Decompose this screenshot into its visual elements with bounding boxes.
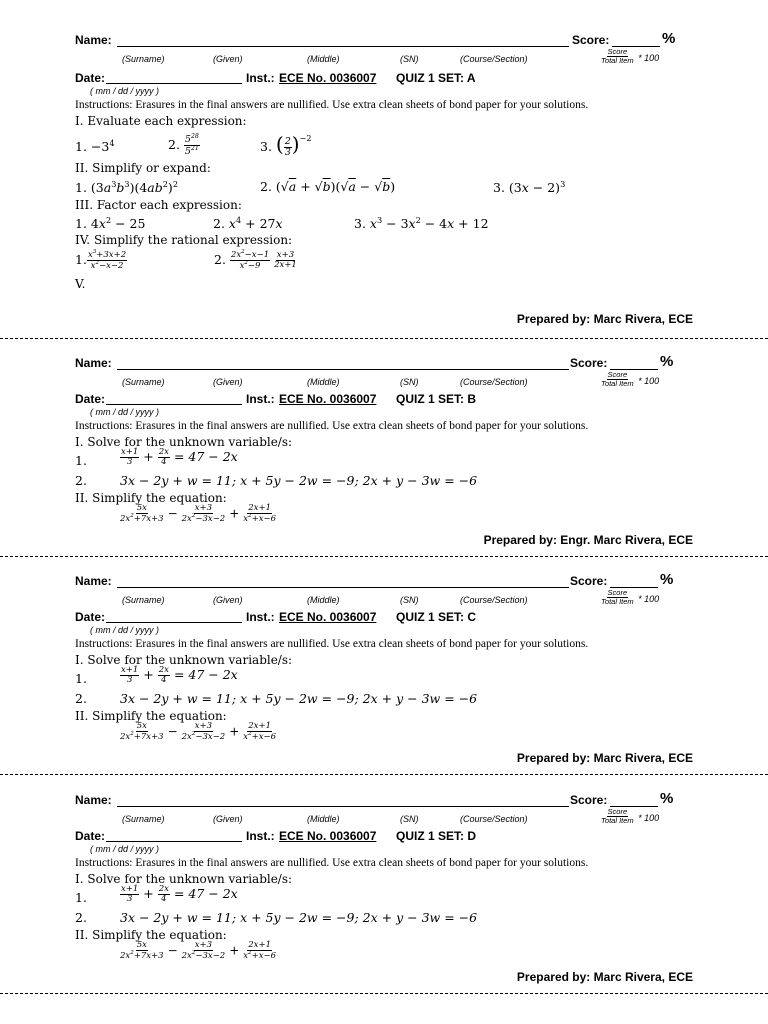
instructions: Instructions: Erasures in the final answers are nullified. Use extra clean sheets of bond paper for your solutions. [75, 638, 589, 650]
section-heading: II. Simplify the equation: [75, 709, 227, 723]
date-field-line[interactable] [106, 841, 242, 842]
score-label: Score: [570, 574, 608, 588]
eval-problem-3: 3. ( $\frac{2}{3}$ )$^{-2}$ [260, 132, 312, 158]
section-heading: I. Solve for the unknown variable/s: [75, 653, 293, 667]
date-field-line[interactable] [106, 83, 242, 84]
rational-equation: $\frac{5x}{2x^2+7x+3}$ − $\frac{x+3}{2x^2-3x-2}$ + $\frac{2x+1}{x^2+x-6}$ [120, 503, 277, 524]
given-caption: (Given) [213, 595, 243, 605]
sn-caption: (SN) [400, 377, 419, 387]
sn-caption: (SN) [400, 595, 419, 605]
surname-caption: (Surname) [122, 54, 165, 64]
middle-caption: (Middle) [307, 377, 340, 387]
score-formula: $\frac{\text{Score}}{\text{Total Item}}$ * 100 [601, 370, 660, 389]
quiz-set-d [0, 777, 768, 992]
inst-value: ECE No. 0036007 [279, 71, 377, 85]
date-format: ( mm / dd / yyyy ) [90, 86, 160, 96]
date-field-line[interactable] [106, 404, 242, 405]
given-caption: (Given) [213, 377, 243, 387]
date-field-line[interactable] [106, 622, 242, 623]
quiz-set-label: QUIZ 1 SET: C [396, 610, 477, 624]
name-label: Name: [75, 793, 112, 807]
percent-sign: % [660, 571, 674, 588]
prepared-by: Prepared by: Marc Rivera, ECE [516, 312, 693, 326]
section-heading: I. Solve for the unknown variable/s: [75, 872, 293, 886]
percent-sign: % [660, 353, 674, 370]
section-heading: V. [75, 277, 86, 291]
eval-problem-2: 2. $\frac{5^{28}}{5^{21}}$ [168, 133, 199, 158]
inst-value: ECE No. 0036007 [279, 392, 377, 406]
section-heading: III. Factor each expression: [75, 198, 242, 212]
cut-line [0, 556, 768, 557]
factor-problem-2: 2. $x^4 + 27x$ [213, 215, 283, 232]
surname-caption: (Surname) [122, 595, 165, 605]
name-label: Name: [75, 574, 112, 588]
rational-problem-1: 1. $\frac{x^3+3x+2}{x^2-x-2}$ [75, 249, 127, 271]
linear-equation: $\frac{x+1}{3}$ + $\frac{2x}{4}$ = 47 − 2x [121, 884, 238, 904]
inst-label: Inst.: [246, 610, 275, 624]
score-formula: $\frac{\text{Score}}{\text{Total Item}}$ * 100 [601, 588, 660, 607]
given-caption: (Given) [213, 814, 243, 824]
course-caption: (Course/Section) [460, 54, 528, 64]
middle-caption: (Middle) [307, 814, 340, 824]
rational-problem-2: 2. $\frac{2x^2-x-1}{x^2-9}$ $\frac{x+3}{2x+1}$ [214, 249, 297, 271]
factor-problem-1: 1. $4x^2 - 25$ [75, 215, 146, 232]
date-format: ( mm / dd / yyyy ) [90, 844, 160, 854]
score-formula: $\frac{\text{Score}}{\text{Total Item}}$ * 100 [601, 47, 660, 66]
given-caption: (Given) [213, 54, 243, 64]
name-field-line[interactable] [117, 587, 569, 588]
prepared-by: Prepared by: Engr. Marc Rivera, ECE [483, 533, 693, 547]
surname-caption: (Surname) [122, 814, 165, 824]
rational-equation: $\frac{5x}{2x^2+7x+3}$ − $\frac{x+3}{2x^2-3x-2}$ + $\frac{2x+1}{x^2+x-6}$ [120, 721, 277, 742]
simplify-problem-1: 1. $(3a^3b^3)(4ab^2)^2$ [75, 179, 178, 196]
factor-problem-3: 3. $x^3 - 3x^2 - 4x + 12$ [354, 215, 489, 232]
quiz-set-label: QUIZ 1 SET: B [396, 392, 477, 406]
system-of-equations: 3x − 2y + w = 11; x + 5y − 2w = −9; 2x + y − 3w = −6 [120, 691, 478, 706]
surname-caption: (Surname) [122, 377, 165, 387]
inst-label: Inst.: [246, 829, 275, 843]
date-format: ( mm / dd / yyyy ) [90, 625, 160, 635]
eval-problem-1: 1. $-3^4$ [75, 138, 115, 155]
middle-caption: (Middle) [307, 595, 340, 605]
quiz-set-b [0, 340, 768, 555]
score-formula: $\frac{\text{Score}}{\text{Total Item}}$ * 100 [601, 807, 660, 826]
simplify-problem-3: 3. $(3x - 2)^3$ [493, 179, 566, 196]
section-heading: II. Simplify the equation: [75, 491, 227, 505]
problem-number-1: 1. [75, 671, 87, 686]
simplify-problem-2: 2. (√a + √b)(√a − √b) [260, 179, 396, 194]
course-caption: (Course/Section) [460, 377, 528, 387]
inst-label: Inst.: [246, 392, 275, 406]
date-format: ( mm / dd / yyyy ) [90, 407, 160, 417]
name-label: Name: [75, 33, 112, 47]
linear-equation: $\frac{x+1}{3}$ + $\frac{2x}{4}$ = 47 − 2x [121, 665, 238, 685]
quiz-set-c [0, 558, 768, 773]
prepared-by: Prepared by: Marc Rivera, ECE [516, 751, 693, 765]
cut-line [0, 774, 768, 775]
instructions: Instructions: Erasures in the final answers are nullified. Use extra clean sheets of bond paper for your solutions. [75, 857, 589, 869]
score-label: Score: [570, 356, 608, 370]
inst-value: ECE No. 0036007 [279, 610, 377, 624]
cut-line [0, 338, 768, 339]
problem-number-2: 2. [75, 473, 87, 488]
prepared-by: Prepared by: Marc Rivera, ECE [516, 970, 693, 984]
course-caption: (Course/Section) [460, 595, 528, 605]
name-field-line[interactable] [117, 369, 569, 370]
score-label: Score: [570, 793, 608, 807]
sn-caption: (SN) [400, 814, 419, 824]
quiz-set-label: QUIZ 1 SET: D [396, 829, 477, 843]
inst-value: ECE No. 0036007 [279, 829, 377, 843]
instructions: Instructions: Erasures in the final answers are nullified. Use extra clean sheets of bond paper for your solutions. [75, 420, 589, 432]
inst-label: Inst.: [246, 71, 275, 85]
cut-line [0, 993, 768, 994]
score-label: Score: [572, 33, 610, 47]
date-label: Date: [75, 610, 106, 624]
name-field-line[interactable] [117, 46, 569, 47]
problem-number-1: 1. [75, 453, 87, 468]
percent-sign: % [660, 790, 674, 807]
section-heading: I. Solve for the unknown variable/s: [75, 435, 293, 449]
system-of-equations: 3x − 2y + w = 11; x + 5y − 2w = −9; 2x + y − 3w = −6 [120, 910, 478, 925]
section-heading: I. Evaluate each expression: [75, 114, 247, 128]
course-caption: (Course/Section) [460, 814, 528, 824]
system-of-equations: 3x − 2y + w = 11; x + 5y − 2w = −9; 2x + y − 3w = −6 [120, 473, 478, 488]
middle-caption: (Middle) [307, 54, 340, 64]
name-field-line[interactable] [117, 806, 569, 807]
name-label: Name: [75, 356, 112, 370]
quiz-set-label: QUIZ 1 SET: A [396, 71, 476, 85]
percent-sign: % [662, 30, 676, 47]
date-label: Date: [75, 392, 106, 406]
problem-number-1: 1. [75, 890, 87, 905]
section-heading: IV. Simplify the rational expression: [75, 233, 293, 247]
section-heading: II. Simplify the equation: [75, 928, 227, 942]
problem-number-2: 2. [75, 910, 87, 925]
problem-number-2: 2. [75, 691, 87, 706]
linear-equation: $\frac{x+1}{3}$ + $\frac{2x}{4}$ = 47 − 2x [121, 447, 238, 467]
instructions: Instructions: Erasures in the final answers are nullified. Use extra clean sheets of bond paper for your solutions. [75, 99, 589, 111]
section-heading: II. Simplify or expand: [75, 161, 211, 175]
rational-equation: $\frac{5x}{2x^2+7x+3}$ − $\frac{x+3}{2x^2-3x-2}$ + $\frac{2x+1}{x^2+x-6}$ [120, 940, 277, 961]
date-label: Date: [75, 829, 106, 843]
sn-caption: (SN) [400, 54, 419, 64]
date-label: Date: [75, 71, 106, 85]
